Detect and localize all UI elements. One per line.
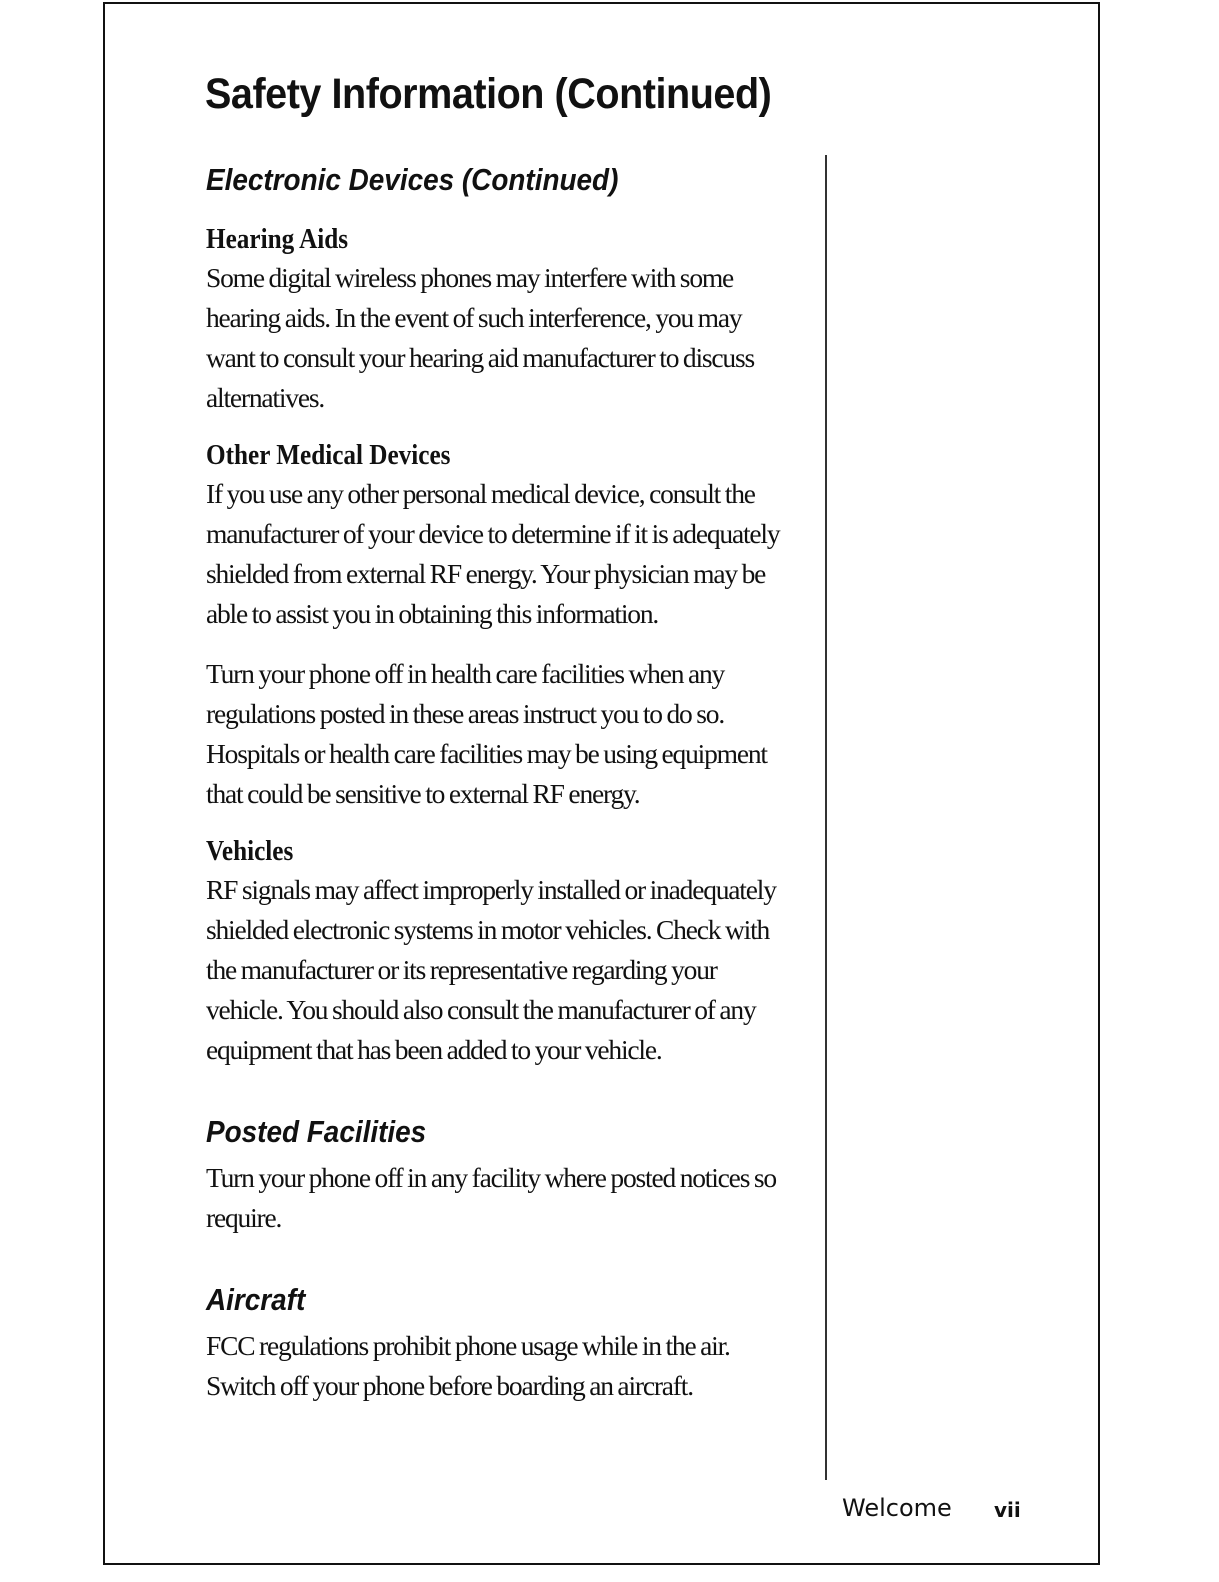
paragraph-vehicles: RF signals may affect improperly installed or inadequately shielded electronic systems in motor vehicles. Check with the manufacturer or its representative regarding your vehicle. You should also consult the manufacturer of any equipment that has been added to your vehicle. (206, 874, 776, 1065)
main-content (206, 160, 806, 1406)
paragraph-aircraft: FCC regulations prohibit phone usage while in the air. Switch off your phone before boarding an aircraft. (206, 1330, 730, 1401)
section-heading-posted-facilities: Posted Facilities (206, 1114, 427, 1149)
subheading-hearing-aids: Hearing Aids (206, 224, 349, 255)
paragraph-hearing-aids: Some digital wireless phones may interfere with some hearing aids. In the event of such interference, you may want to consult your hearing aid manufacturer to discuss alternatives. (206, 262, 754, 413)
page-title: Safety Information (Continued) (205, 70, 772, 118)
paragraph-other-medical-devices: If you use any other personal medical device, consult the manufacturer of your device to determine if it is adequately shielded from external RF energy. Your physician may be able to assist you in obtaining this information. (206, 478, 780, 629)
page-number: vii (994, 1498, 1021, 1522)
subheading-other-medical-devices: Other Medical Devices (206, 440, 451, 471)
subheading-vehicles: Vehicles (206, 836, 294, 867)
footer-section-label: Welcome (842, 1494, 952, 1522)
section-heading-electronic-devices: Electronic Devices (Continued) (206, 162, 619, 197)
section-heading-aircraft: Aircraft (206, 1282, 306, 1317)
column-divider (825, 155, 827, 1480)
paragraph-health-care-facilities: Turn your phone off in health care facilities when any regulations posted in these areas instruct you to do so. Hospitals or health care facilities may be using equipment that could be sensitive to external RF energy. (206, 658, 767, 809)
paragraph-posted-facilities: Turn your phone off in any facility where posted notices so require. (206, 1162, 776, 1233)
